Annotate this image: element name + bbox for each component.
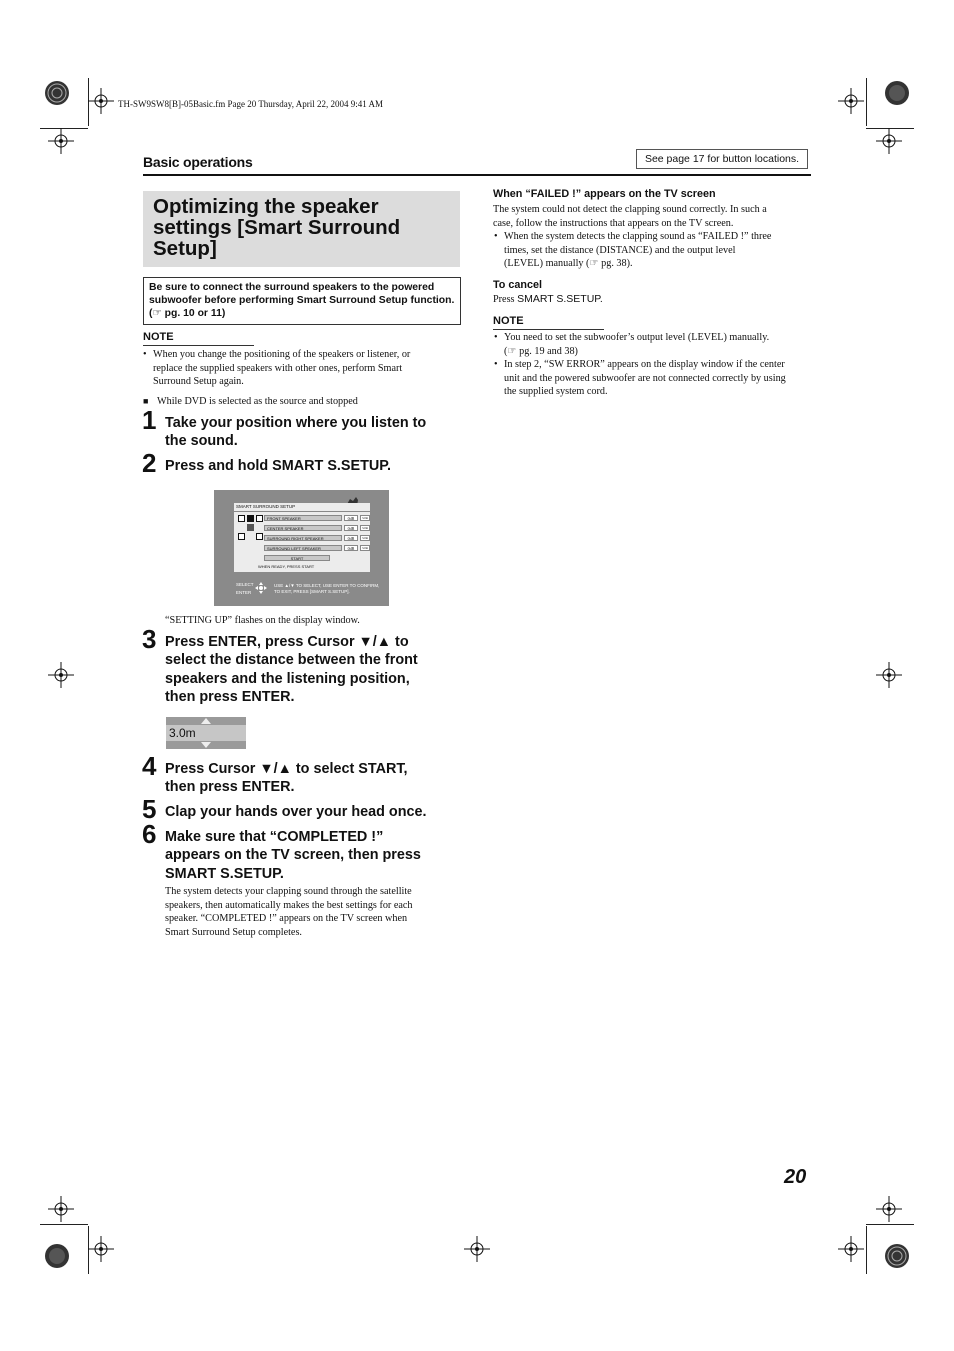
step-6-body bbox=[165, 885, 465, 939]
speaker-square bbox=[238, 533, 245, 540]
setup-panel bbox=[234, 503, 370, 572]
step-1-text bbox=[165, 414, 465, 451]
note-heading-right: NOTE bbox=[493, 315, 524, 327]
speaker-row: SURROUND LEFT SPEAKER bbox=[264, 545, 342, 551]
cancel-button-name: SMART S.SETUP. bbox=[517, 293, 603, 305]
step-6-line-3: SMART S.SETUP. bbox=[165, 865, 284, 882]
step-6-body-line-2: speakers, then automatically makes the best settings for each bbox=[165, 899, 413, 911]
step-6-line-2: appears on the TV screen, then press bbox=[165, 847, 421, 864]
failed-b3: (LEVEL) manually ( bbox=[504, 258, 590, 269]
registration-target-icon bbox=[884, 80, 910, 106]
see-page-box: See page 17 for button locations. bbox=[636, 149, 808, 169]
distance-value: 3.0m bbox=[361, 536, 369, 540]
note-underline bbox=[143, 345, 254, 346]
condition-mark: ■ bbox=[143, 396, 149, 406]
failed-bullet-line-2: times, set the distance (DISTANCE) and the output level bbox=[504, 244, 736, 256]
note-right-b2-line-3: the supplied system cord. bbox=[504, 386, 608, 397]
cancel-heading: To cancel bbox=[493, 279, 543, 291]
speaker-row: SURROUND RIGHT SPEAKER bbox=[264, 535, 342, 541]
step-5-text: Clap your hands over your head once. bbox=[165, 804, 427, 820]
display-value: 3.0m bbox=[169, 726, 196, 740]
registration-target-icon bbox=[884, 1243, 910, 1269]
crosshair-icon bbox=[838, 1236, 864, 1262]
select-label: SELECT bbox=[236, 582, 254, 587]
step-number: 1 bbox=[142, 405, 157, 435]
failed-b3-ref: pg. 38). bbox=[601, 258, 633, 269]
speaker-square bbox=[247, 515, 254, 522]
step-number: 5 bbox=[142, 794, 157, 824]
header-rule bbox=[143, 174, 811, 176]
step-6-body-line-3: speaker. “COMPLETED !” appears on the TV screen when bbox=[165, 913, 408, 924]
setting-up-caption: “SETTING UP” flashes on the display window. bbox=[165, 615, 360, 626]
page-number: 20 bbox=[784, 1166, 807, 1188]
start-button: START bbox=[264, 555, 330, 561]
panel-title: SMART SURROUND SETUP bbox=[236, 504, 296, 509]
condition-text: While DVD is selected as the source and stopped bbox=[157, 396, 358, 407]
down-arrow-icon bbox=[201, 742, 211, 748]
note-right-b2-line-2: unit and the powered subwoofer are not connected correctly by using bbox=[504, 372, 786, 384]
step-4-text bbox=[165, 760, 465, 797]
crosshair-icon bbox=[48, 128, 74, 154]
step-number: 3 bbox=[142, 624, 157, 654]
registration-target-icon bbox=[44, 80, 70, 106]
distance-value: 3.0m bbox=[361, 546, 369, 550]
help-line-2: TO EXIT, PRESS [SMART S.SETUP]. bbox=[274, 589, 350, 594]
level-value: 0dB bbox=[344, 545, 358, 551]
warning-ref: pg. 10 or 11) bbox=[164, 308, 226, 319]
note-line-3: Surround Setup again. bbox=[153, 376, 244, 387]
step-6-text bbox=[165, 828, 465, 883]
crop-mark bbox=[866, 1224, 914, 1225]
note-right-b1-line-2 bbox=[504, 345, 814, 359]
cancel-press: Press bbox=[493, 294, 515, 305]
panel-title-rule bbox=[234, 511, 370, 512]
note-right-open: ( bbox=[504, 345, 508, 357]
step-number: 6 bbox=[142, 819, 157, 849]
failed-bullet-line-1: When the system detects the clapping sound as “FAILED !” three bbox=[504, 231, 772, 242]
crosshair-icon bbox=[88, 88, 114, 114]
crop-mark bbox=[40, 1224, 88, 1225]
failed-bullet-line-3 bbox=[504, 257, 814, 271]
speaker-row: FRONT SPEAKER bbox=[264, 515, 342, 521]
ready-text: WHEN READY, PRESS START bbox=[258, 564, 315, 569]
step-1-line-2: the sound. bbox=[165, 433, 238, 450]
distance-value: 3.0m bbox=[361, 526, 369, 530]
crosshair-icon bbox=[48, 1196, 74, 1222]
cancel-text bbox=[493, 293, 603, 307]
step-number: 2 bbox=[142, 448, 157, 478]
title-box bbox=[143, 191, 460, 267]
step-6-line-1: Make sure that “COMPLETED !” bbox=[165, 829, 384, 845]
step-number: 4 bbox=[142, 751, 157, 781]
warning-text: Be sure to connect the surround speakers to the powered subwoofer before performing Smart Surround Setup function. ( bbox=[149, 282, 455, 319]
level-value: 0dB bbox=[344, 525, 358, 531]
step-4-line-2: then press ENTER. bbox=[165, 779, 295, 796]
section-label: Basic operations bbox=[143, 154, 253, 170]
note-text bbox=[153, 348, 453, 389]
note-bullet: • bbox=[143, 349, 147, 360]
crosshair-icon bbox=[838, 88, 864, 114]
page-title: Optimizing the speaker settings [Smart Surround Setup] bbox=[153, 195, 401, 260]
speaker-row: CENTER SPEAKER bbox=[264, 525, 342, 531]
crosshair-icon bbox=[876, 128, 902, 154]
level-value: 0dB bbox=[344, 515, 358, 521]
step-6-body-line-1: The system detects your clapping sound through the satellite bbox=[165, 886, 412, 897]
step-3-text bbox=[165, 633, 465, 706]
page-ref-icon: ☞ bbox=[589, 258, 602, 269]
note-right-ref: pg. 19 and 38) bbox=[519, 345, 578, 357]
step-3-line-2: select the distance between the front bbox=[165, 652, 418, 669]
failed-line-2: case, follow the instructions that appears on the TV screen. bbox=[493, 217, 734, 229]
crosshair-icon bbox=[48, 662, 74, 688]
note-line-2: replace the supplied speakers with other ones, perform Smart bbox=[153, 362, 403, 374]
note-right-b1 bbox=[504, 331, 814, 358]
cursor-pad-icon bbox=[255, 582, 267, 594]
note-right-b2 bbox=[504, 358, 814, 399]
step-1-line-1: Take your position where you listen to bbox=[165, 415, 427, 431]
file-info: TH-SW9SW8[B]-05Basic.fm Page 20 Thursday, April 22, 2004 9:41 AM bbox=[118, 99, 383, 109]
step-3-line-3: speakers and the listening position, bbox=[165, 670, 410, 687]
page-ref-icon: ☞ bbox=[507, 345, 520, 357]
registration-target-icon bbox=[44, 1243, 70, 1269]
crosshair-icon bbox=[876, 1196, 902, 1222]
crosshair-icon bbox=[88, 1236, 114, 1262]
crop-mark bbox=[866, 1226, 867, 1274]
failed-bullet-text bbox=[504, 230, 814, 271]
note-line-1: When you change the positioning of the speakers or listener, or bbox=[153, 349, 411, 360]
note-right-b1-line-1: You need to set the subwoofer’s output level (LEVEL) manually. bbox=[504, 332, 770, 343]
listener-mark bbox=[247, 524, 254, 531]
speaker-square bbox=[256, 515, 263, 522]
note-right-bullet: • bbox=[494, 359, 498, 370]
note-underline-right bbox=[493, 329, 604, 330]
note-heading: NOTE bbox=[143, 331, 174, 343]
up-arrow-icon bbox=[201, 718, 211, 724]
level-value: 0dB bbox=[344, 535, 358, 541]
step-3-line-4: then press ENTER. bbox=[165, 688, 295, 705]
crosshair-icon bbox=[876, 662, 902, 688]
display-window bbox=[166, 717, 246, 749]
step-3-line-1: Press ENTER, press Cursor ▼/▲ to bbox=[165, 634, 409, 650]
crosshair-icon bbox=[464, 1236, 490, 1262]
step-4-line-1: Press Cursor ▼/▲ to select START, bbox=[165, 761, 408, 777]
note-right-bullet: • bbox=[494, 332, 498, 343]
step-2-text: Press and hold SMART S.SETUP. bbox=[165, 458, 392, 474]
enter-label: ENTER bbox=[236, 590, 252, 595]
step-6-body-line-4: Smart Surround Setup completes. bbox=[165, 926, 302, 938]
help-line-1: USE ▲/▼ TO SELECT, USE ENTER TO CONFIRM, bbox=[274, 583, 380, 588]
failed-bullet: • bbox=[494, 231, 498, 242]
note-right-b2-line-1: In step 2, “SW ERROR” appears on the display window if the center bbox=[504, 359, 785, 370]
distance-value: 3.0m bbox=[361, 516, 369, 520]
page-ref-icon: ☞ bbox=[152, 308, 165, 319]
failed-line-1: The system could not detect the clapping sound correctly. In such a bbox=[493, 204, 767, 215]
speaker-square bbox=[238, 515, 245, 522]
speaker-square bbox=[256, 533, 263, 540]
failed-text bbox=[493, 203, 813, 230]
warning-box bbox=[143, 277, 461, 325]
crop-mark bbox=[866, 78, 867, 126]
tv-screen-image bbox=[214, 490, 389, 606]
failed-heading: When “FAILED !” appears on the TV screen bbox=[493, 188, 716, 200]
